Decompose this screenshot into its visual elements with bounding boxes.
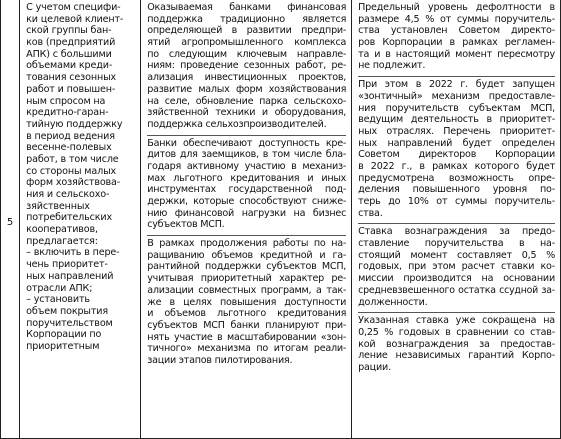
text-line: зяйственной техники и оборудования, bbox=[147, 107, 347, 119]
text-line: ращиванию объемов кредитной и га- bbox=[147, 249, 347, 261]
text-line: долженности. bbox=[358, 296, 428, 308]
text-line: ализация инвестиционных проектов, bbox=[147, 72, 347, 84]
text-line: не подлежит. bbox=[358, 60, 426, 72]
text-line: же в целях повышения доступности bbox=[147, 296, 347, 308]
text-line: та и в настоящий момент пересмотру bbox=[358, 48, 555, 60]
text-line: работ, в том числе bbox=[26, 153, 119, 165]
text-line: Предельный уровень дефолтности в bbox=[358, 2, 555, 13]
paragraph bbox=[358, 223, 555, 308]
text-line: субъектов МСП банки планируют при- bbox=[147, 319, 347, 331]
text-line: – установить bbox=[26, 294, 90, 306]
text-line: поддержка традиционно является bbox=[147, 13, 347, 25]
text-line: мах льготного кредитования и иных bbox=[147, 172, 347, 184]
text-line: нять участие в масштабировании «зон- bbox=[147, 331, 347, 343]
text-line: «зонтичный» механизм предоставле- bbox=[358, 90, 555, 102]
text-line: Указанная ставка уже сокращена на bbox=[358, 315, 555, 327]
text-line: Советом директоров Корпорации bbox=[358, 149, 555, 161]
text-line: отрасли АПК; bbox=[26, 282, 93, 294]
text-line: стоящий момент составляет 0,5 % bbox=[358, 249, 555, 261]
text-line: При этом в 2022 г. будет запущен bbox=[358, 79, 555, 91]
row-number: 5 bbox=[6, 216, 14, 228]
text-line: рантийной поддержки субъектов МСП, bbox=[147, 261, 347, 273]
text-line: учитывая приоритетный характер ре- bbox=[147, 273, 347, 285]
text-line: кооперативов, bbox=[26, 224, 98, 236]
paragraph bbox=[358, 312, 555, 373]
paragraph bbox=[147, 2, 346, 131]
text-line: размере 4,5 % от суммы поручитель- bbox=[358, 13, 555, 25]
text-line: ных направлений bbox=[26, 270, 114, 282]
text-line: определяющей в развитии предпри- bbox=[147, 25, 347, 37]
text-line: в 2022 г., в рамках которого будет bbox=[358, 160, 555, 172]
paragraph bbox=[147, 235, 346, 367]
text-line: нию финансовой нагрузки на бизнес bbox=[147, 207, 347, 219]
text-line: ства. bbox=[358, 207, 383, 219]
text-line: на селе, обновление парка сельскохо- bbox=[147, 95, 347, 107]
text-line: ния поручительств субъектам МСП, bbox=[358, 102, 555, 114]
text-line: по следующим ключевым направле- bbox=[147, 48, 347, 60]
text-line: кредитно-гаран- bbox=[26, 107, 109, 119]
text-line: ведущим деятельность в приоритет- bbox=[358, 114, 555, 126]
text-line: Корпорации по bbox=[26, 329, 102, 341]
text-line: поддержка сельхозпроизводителей. bbox=[147, 118, 327, 130]
text-line: ков (предприятий bbox=[26, 37, 116, 49]
text-line: ставление поручительства в на- bbox=[358, 238, 555, 250]
text-line: 0,25 % годовых в сравнении со став- bbox=[358, 326, 555, 338]
text-line: тийную поддержку bbox=[26, 118, 123, 130]
text-line: ской группы бан- bbox=[26, 25, 112, 37]
proposal-cell bbox=[20, 0, 141, 439]
text-line: со стороны малых bbox=[26, 165, 117, 177]
text-line: ров Корпорации в рамках регламен- bbox=[358, 37, 555, 49]
corporation-position-text bbox=[352, 0, 560, 374]
text-line: объем покрытия bbox=[26, 305, 109, 317]
text-line: годаря активному участию в механиз- bbox=[147, 160, 347, 172]
corporation-position-cell bbox=[352, 0, 561, 439]
text-line: ализации совместных программ, а так- bbox=[147, 284, 347, 296]
text-line: рации. bbox=[358, 361, 391, 373]
text-line: форм хозяйствова- bbox=[26, 177, 121, 189]
text-line: и объемов льготного кредитования bbox=[147, 308, 347, 320]
text-line: миссии производится на основании bbox=[358, 273, 555, 285]
text-line: кой вознаграждения за предостав- bbox=[358, 338, 555, 350]
text-line: деления повышенного уровня по- bbox=[358, 184, 555, 196]
text-line: чень приоритет- bbox=[26, 259, 108, 271]
text-line: АПК) с большими bbox=[26, 48, 112, 60]
text-line: держки, которые способствуют сниже- bbox=[147, 196, 347, 207]
text-line: годовых, при этом расчет ставки ко- bbox=[358, 261, 555, 273]
text-line: средневзвешенного остатка ссудной за- bbox=[358, 284, 555, 296]
text-line: С учетом специфи- bbox=[26, 2, 121, 13]
text-line: ных отраслях. Перечень приоритет- bbox=[358, 125, 555, 137]
text-line: ным спросом на bbox=[26, 95, 106, 107]
text-line: терь до 10% от суммы поручитель- bbox=[358, 196, 555, 207]
text-line: – включить в пере- bbox=[26, 247, 120, 259]
text-line: в период ведения bbox=[26, 130, 115, 142]
text-line: Оказываемая банками финансовая bbox=[147, 2, 347, 13]
text-line: потребительских bbox=[26, 212, 113, 224]
text-line: приоритетным bbox=[26, 340, 100, 352]
text-line: Ставка вознаграждения за предо- bbox=[358, 226, 555, 238]
text-line: работ и повышен- bbox=[26, 83, 116, 95]
proposal-text bbox=[20, 0, 140, 353]
text-line: субъектов МСП. bbox=[147, 219, 225, 231]
text-line: В рамках продолжения работы по на- bbox=[147, 238, 347, 250]
paragraph bbox=[358, 76, 555, 219]
row-number-cell bbox=[1, 0, 20, 439]
text-line: зяйственных bbox=[26, 200, 90, 212]
table-row bbox=[1, 0, 561, 439]
text-line: ление независимых гарантий Корпо- bbox=[358, 350, 555, 362]
text-line: ниям: проведение сезонных работ, ре- bbox=[147, 60, 347, 72]
text-line: ния и сельскохо- bbox=[26, 189, 110, 200]
paragraph bbox=[358, 2, 555, 72]
text-line: предлагается: bbox=[26, 235, 98, 247]
text-line: ятий агропромышленного комплекса bbox=[147, 37, 347, 49]
bank-position-cell bbox=[141, 0, 352, 439]
text-line: Банки обеспечивают доступность кре- bbox=[147, 137, 347, 149]
text-line: тования сезонных bbox=[26, 72, 117, 84]
text-line: ных направлений будет определен bbox=[358, 137, 555, 149]
text-line: весенне-полевых bbox=[26, 142, 112, 154]
text-line: зации этапов пилотирования. bbox=[147, 354, 293, 366]
paragraph bbox=[147, 135, 346, 232]
text-line: предусмотрена возможность опре- bbox=[358, 172, 555, 184]
bank-position-text bbox=[141, 0, 351, 367]
text-line: дитов для заемщиков, в том числе бла- bbox=[147, 149, 347, 161]
text-line: тичного» механизма по итогам реали- bbox=[147, 343, 347, 355]
text-line: объемами креди- bbox=[26, 60, 113, 72]
text-line: ки целевой клиент- bbox=[26, 13, 124, 25]
text-line: инструментах государственной под- bbox=[147, 184, 347, 196]
text-line: поручительством bbox=[26, 317, 113, 329]
text-line: ства установлен Советом директо- bbox=[358, 25, 555, 37]
text-line: развитие малых форм хозяйствования bbox=[147, 83, 347, 95]
